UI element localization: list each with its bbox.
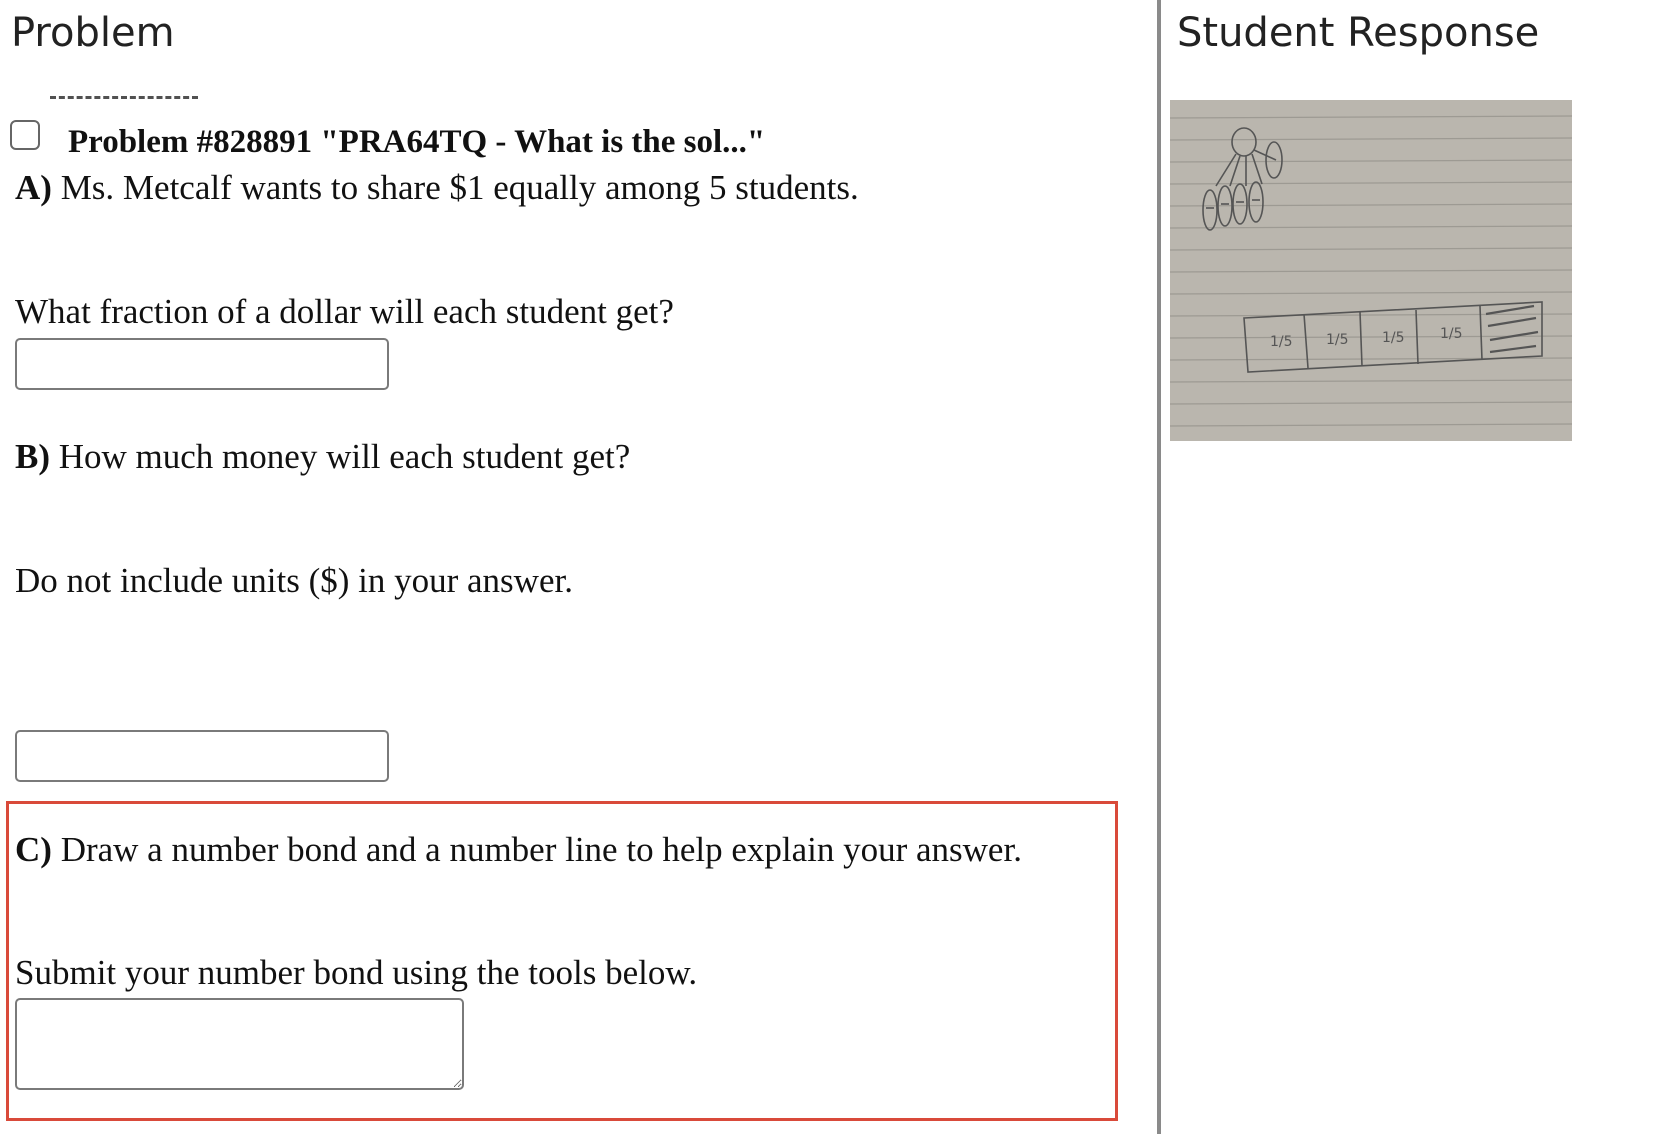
- part-c-text: Draw a number bond and a number line to help explain your answer.: [51, 830, 1022, 869]
- student-response-image: [1170, 100, 1572, 441]
- part-b-statement: [15, 437, 630, 477]
- tape-label-1: 1/5: [1270, 334, 1293, 350]
- part-c-instruction: Submit your number bond using the tools below.: [15, 953, 698, 992]
- problem-select-checkbox[interactable]: [10, 120, 40, 150]
- part-a-statement: [15, 168, 859, 208]
- tape-label-2: 1/5: [1326, 332, 1349, 348]
- part-c-answer-textarea[interactable]: [15, 998, 464, 1090]
- part-b-text: How much money will each student get?: [50, 437, 631, 476]
- tape-label-3: 1/5: [1382, 330, 1405, 346]
- part-a-answer-input[interactable]: [15, 338, 389, 390]
- part-b-note: Do not include units ($) in your answer.: [15, 561, 573, 600]
- panel-divider[interactable]: [1157, 0, 1161, 1134]
- tape-label-4: 1/5: [1440, 326, 1463, 342]
- part-c-statement: [15, 830, 1022, 870]
- part-a-letter: A): [15, 168, 52, 207]
- part-a-question: What fraction of a dollar will each student get?: [15, 292, 674, 331]
- student-response-panel-title: Student Response: [1177, 10, 1540, 56]
- part-c-letter: C): [15, 830, 52, 869]
- part-b-answer-input[interactable]: [15, 730, 389, 782]
- problem-header: Problem #828891 "PRA64TQ - What is the sol...": [68, 124, 766, 160]
- clipped-text-remnant: [50, 96, 198, 103]
- problem-panel-title: Problem: [11, 10, 175, 56]
- part-a-text: Ms. Metcalf wants to share $1 equally among 5 students.: [51, 168, 859, 207]
- part-b-letter: B): [15, 437, 50, 476]
